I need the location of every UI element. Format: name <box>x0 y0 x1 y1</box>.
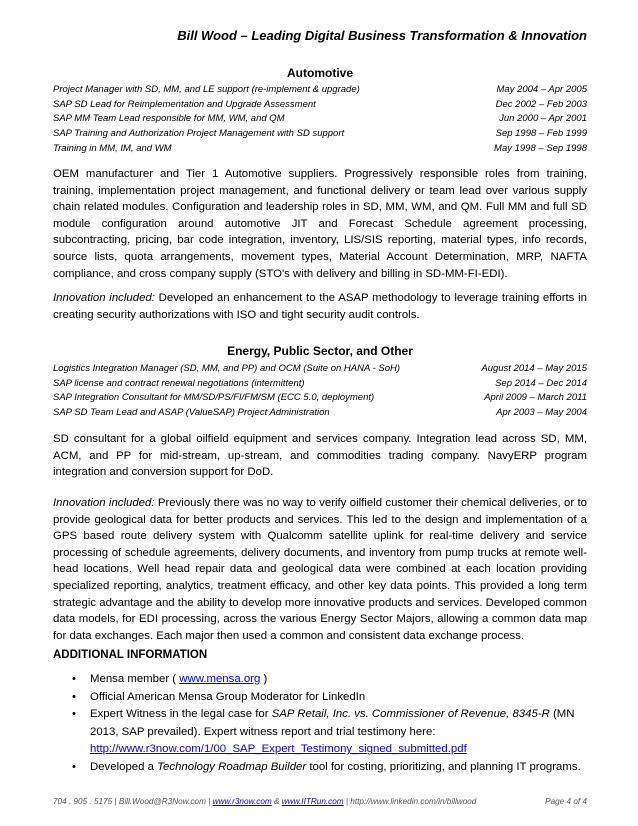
bullet-icon: • <box>72 673 76 685</box>
role-dates: May 1998 – Sep 1998 <box>494 142 587 154</box>
role-dates: Apr 2003 – May 2004 <box>496 407 587 419</box>
automotive-section-title: Automotive <box>287 66 353 80</box>
list-item: • Developed a Technology Roadmap Builder tool for costing, prioritizing, and planning IT programs. <box>53 759 587 777</box>
list-item: • Mensa member ( www.mensa.org ) <box>53 671 587 689</box>
testimony-link[interactable]: http://www.r3now.com/1/00_SAP_Expert_Testimony_signed_submitted.pdf <box>90 743 467 756</box>
role-row <box>53 377 587 392</box>
innovation-label: Innovation included: <box>53 497 155 509</box>
role-title: Training in MM, IM, and WM <box>53 142 172 154</box>
role-row <box>53 142 587 157</box>
role-dates: Sep 1998 – Feb 1999 <box>495 128 587 140</box>
list-item: • Official American Mensa Group Moderator for LinkedIn <box>53 689 587 707</box>
role-title: SAP Integration Consultant for MM/SD/PS/FI/FM/SM (ECC 5.0, deployment) <box>53 392 375 404</box>
role-title: SAP SD Team Lead and ASAP (ValueSAP) Project Administration <box>53 407 330 419</box>
additional-info-list <box>53 671 587 777</box>
bullet-icon: • <box>72 690 76 703</box>
role-row <box>53 406 587 421</box>
role-row <box>53 98 587 113</box>
role-title: SAP license and contract renewal negotiations (intermittent) <box>53 377 305 389</box>
innovation-label: Innovation included: <box>53 292 155 304</box>
role-title: SAP Training and Authorization Project Management with SD support <box>53 128 345 140</box>
automotive-description: OEM manufacturer and Tier 1 Automotive suppliers. Progressively responsible roles from training, training, implementation project management, and functional delivery or team lead over various supply chain related modules. Configuration and leadership roles in SD, MM, WM, and QM. Full MM and full SD module configuration around automotive JIT and Forecast Schedule agreement processing, subcontracting, pricing, bar code integration, inventory, LIS/SIS reporting, material types, info records, source lists, quota arrangements, movement types, Material Account Determination, MRP, NAFTA compliance, and cross company supply (STO's with delivery and billing in SD-MM-FI-EDI). <box>53 168 587 280</box>
energy-description: SD consultant for a global oilfield equipment and services company. Integration lead across SD, MM, ACM, and PP for mid-stream, up-stream, and commodities trading company. NavyERP program integration and conversion support for DoD. <box>53 433 587 479</box>
role-dates: Sep 2014 – Dec 2014 <box>495 377 587 389</box>
automotive-roles-list <box>53 83 587 156</box>
mensa-link[interactable]: www.mensa.org <box>179 673 261 685</box>
page-header-title: Bill Wood – Leading Digital Business Transformation & Innovation <box>177 28 587 43</box>
tool-name: Technology Roadmap Builder <box>157 760 307 773</box>
role-dates: May 2004 – Apr 2005 <box>496 84 587 95</box>
role-dates: August 2014 – May 2015 <box>481 363 587 374</box>
additional-info-title: ADDITIONAL INFORMATION <box>53 649 208 661</box>
page-number: Page 4 of 4 <box>545 797 587 806</box>
case-title: SAP Retail, Inc. vs. Commissioner of Revenue, 8345-R <box>271 708 550 721</box>
energy-innovation <box>53 495 587 644</box>
role-dates: Dec 2002 – Feb 2003 <box>495 98 587 110</box>
bullet-icon: • <box>72 760 76 773</box>
role-dates: Jun 2000 – Apr 2001 <box>499 113 587 125</box>
role-title: SAP SD Lead for Reimplementation and Upgrade Assessment <box>53 98 316 110</box>
role-row <box>53 112 587 127</box>
role-title: Logistics Integration Manager (SD, MM, and PP) and OCM (Suite on HANA - SoH) <box>53 363 401 374</box>
role-row <box>53 362 587 377</box>
energy-roles-list <box>53 362 587 421</box>
bullet-icon: • <box>72 708 76 721</box>
page-footer <box>53 797 587 806</box>
r3now-link[interactable]: www.r3now.com <box>212 797 272 806</box>
iitrun-link[interactable]: www.IITRun.com <box>281 797 344 806</box>
role-row <box>53 83 587 98</box>
role-title: Project Manager with SD, MM, and LE support (re-implement & upgrade) <box>53 84 360 95</box>
list-item: • Expert Witness in the legal case for SAP Retail, Inc. vs. Commissioner of Revenue, 8345-R (MN 2013, SAP prevailed). Expert witness report and trial testimony here: http://www.r3now.com/1/00_SAP_Expert_Testimony_signed_submitted.pdf <box>72 708 575 756</box>
footer-contact: 704 . 905 . 5175 | Bill.Wood@R3Now.com | www.r3now.com & www.IITRun.com | http://www.linkedin.com/in/billwood <box>53 797 477 806</box>
energy-section-title: Energy, Public Sector, and Other <box>227 344 413 358</box>
role-title: SAP MM Team Lead responsible for MM, WM, and QM <box>53 113 285 125</box>
role-dates: April 2009 – March 2011 <box>484 392 587 404</box>
role-row <box>53 391 587 406</box>
innovation-text: Previously there was no way to verify oilfield customer their chemical deliveries, or to provide geological data for better products and services. This led to the design and implementation of a GPS based route delivery system with Qualcomm satellite uplink for real-time delivery and service processing of schedule agreements, delivery documents, and inventory from pump trucks at remote well-head locations. Well head repair data and geological data were combined at each location providing specialized reporting, analytics, treatment efficacy, and other key data points. This provided a long term strategic advantage and the ability to develop more innovative products and services. Developed common data models, for EDI processing, across the various Energy Sector Majors, allowing a common data map for data exchanges. Each major then used a common and consistent data exchange process. <box>53 497 587 642</box>
role-row <box>53 127 587 142</box>
automotive-innovation <box>53 290 587 323</box>
innovation-text: Developed an enhancement to the ASAP methodology to leverage training efforts in creating security authorizations with ISO and tight security audit controls. <box>53 292 587 321</box>
